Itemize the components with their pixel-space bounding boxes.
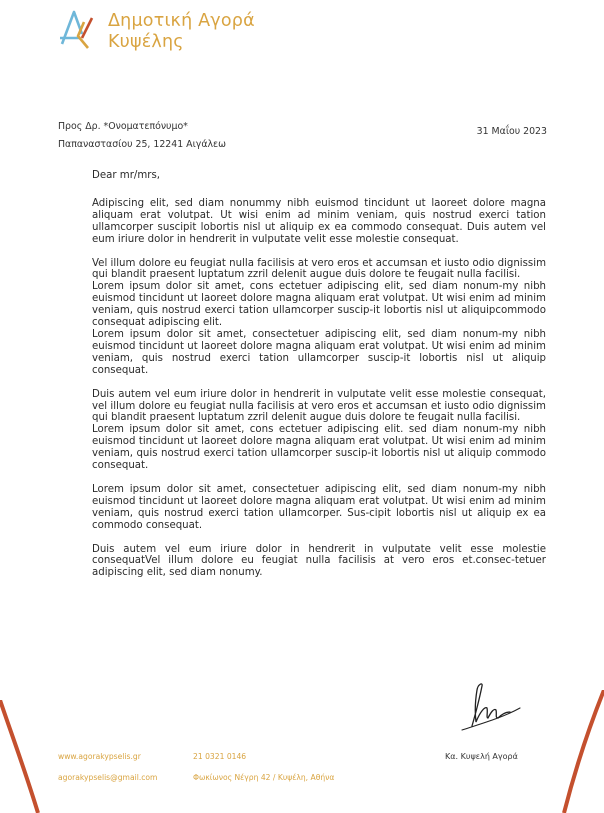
recipient-address: Παπαναστασίου 25, 12241 Αιγάλεω [58, 139, 226, 150]
footer-address: Φωκίωνος Νέγρη 42 / Κυψέλη, Αθήνα [193, 773, 335, 782]
paragraph: Lorem ipsum dolor sit amet, cons ectetuer adipiscing elit. sed diam nonum-my nibh euismod tincidunt ut laoreet dolore magna aliquam erat volutpat. Ut wisi enim ad minim veniam, quis nostrud exerci tation ullamcorper suscip-it lobortis nisl ut aliquip commodo consequat. [92, 424, 546, 472]
paragraph: Duis autem vel eum iriure dolor in hendrerit in vulputate velit esse molestie consequat, vel illum dolore eu feugiat nulla facilisis at vero eros et accumsan et iusto odio dignissim qui blandit praesent luptatum zzril delenit augue duis dolore te feugait nulla facilisi. [92, 388, 546, 424]
logo-wordmark [108, 11, 255, 53]
letter-date: 31 Μαΐου 2023 [476, 126, 547, 137]
letter-body [92, 170, 546, 591]
paragraph: Duis autem vel eum iriure dolor in hendrerit in vulputate velit esse molestie consequatVel illum dolore eu feugiat nulla facilisis at vero eros et.consec-tetuer adipiscing elit, sed diam nonumy. [92, 543, 546, 579]
logo-mark-icon [58, 8, 102, 52]
logo-name-line2: Κυψέλης [108, 32, 184, 52]
handwritten-signature [458, 682, 528, 734]
left-corner-stroke [0, 700, 60, 813]
right-corner-stroke [550, 690, 604, 813]
logo-name-line1: Δημοτική Αγορά [108, 11, 255, 31]
recipient-block [58, 118, 226, 154]
paragraph: Lorem ipsum dolor sit amet, consectetuer adipiscing elit, sed diam nonum-my nibh euismod tincidunt ut laoreet dolore magna aliquam erat volutpat. Ut wisi enim ad minim veniam, quis nostrud exerci tation ullamcorper. Sus-cipit lobortis nisl ut aliquip ex ea commodo consequat. [92, 483, 546, 531]
paragraph: Lorem ipsum dolor sit amet, cons ectetuer adipiscing elit, sed diam nonum-my nibh euismod tincidunt ut laoreet dolore magna aliquam erat volutpat. Ut wisi enim ad minim veniam, quis nostrud exerci tation ullamcorper suscip-it lobortis nisl ut aliquipcommodo consequat adipiscing elit. [92, 281, 546, 329]
footer-phone[interactable]: 21 0321 0146 [193, 752, 247, 761]
paragraph: Adipiscing elit, sed diam nonummy nibh euismod tincidunt ut laoreet dolore magna aliquam erat volutpat. Ut wisi enim ad minim veniam, quis nostrud exerci tation ullamcorper suscipit lobortis nisl ut aliquip ex ea commodo consequat. Duis autem vel eum iriure dolor in hendrerit in vulputate velit esse molestie consequat. [92, 197, 546, 245]
paragraph: Lorem ipsum dolor sit amet, consectetuer adipiscing elit, sed diam nonum-my nibh euismod tincidunt ut laoreet dolore magna aliquam erat volutpat. Ut wisi enim ad minim veniam, quis nostrud exerci tation ullamcorper suscip-it lobortis nisl ut aliquip consequat. [92, 328, 546, 376]
signatory-name: Κα. Κυψελή Αγορά [445, 752, 518, 761]
footer-website-link[interactable]: www.agorakypselis.gr [58, 752, 141, 761]
footer-email-link[interactable]: agorakypselis@gmail.com [58, 773, 158, 782]
salutation: Dear mr/mrs, [92, 170, 160, 181]
paragraph: Vel illum dolore eu feugiat nulla facilisis at vero eros et accumsan et iusto odio dignissim qui blandit praesent luptatum zzril delenit augue duis dolore te feugait nulla facilisi. [92, 257, 546, 281]
recipient-name: Προς Δρ. *Ονοματεπόνυμο* [58, 121, 188, 132]
logo [58, 8, 255, 53]
